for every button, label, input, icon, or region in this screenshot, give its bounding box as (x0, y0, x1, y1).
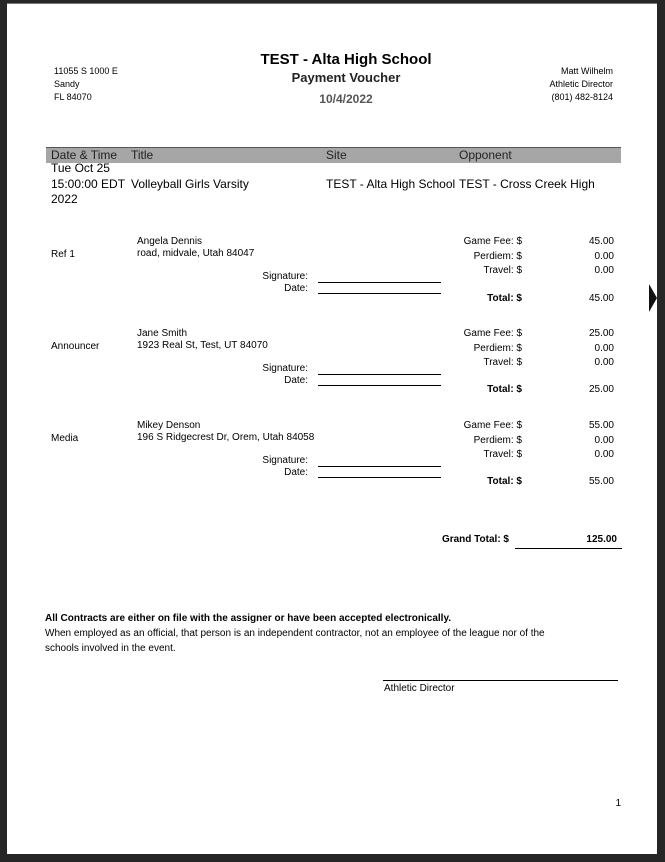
date-line (318, 477, 441, 478)
official-address: road, midvale, Utah 84047 (137, 248, 255, 259)
travel-value: 0.00 (594, 357, 614, 368)
perdiem-label: Perdiem: $ (473, 343, 522, 354)
perdiem-label: Perdiem: $ (473, 251, 522, 262)
travel-label: Travel: $ (483, 357, 522, 368)
travel-value: 0.00 (594, 449, 614, 460)
signature-label: Signature: (262, 271, 308, 282)
official-name: Angela Dennis (137, 236, 203, 247)
official-name: Jane Smith (137, 328, 188, 339)
voucher-date: 10/4/2022 (319, 92, 373, 106)
date-line (318, 385, 441, 386)
total-label: Total: $ (487, 384, 522, 395)
official-address: 196 S Ridgecrest Dr, Orem, Utah 84058 (137, 432, 315, 443)
perdiem-value: 0.00 (594, 343, 614, 354)
voucher-page (7, 3, 657, 854)
document-title: TEST - Alta High School (260, 51, 432, 68)
total-value: 25.00 (588, 384, 614, 395)
school-address-line-1: 11055 S 1000 E (54, 66, 118, 76)
total-label: Total: $ (487, 476, 522, 487)
col-site: Site (326, 148, 347, 162)
game-fee-label: Game Fee: $ (463, 236, 522, 247)
total-value: 45.00 (588, 293, 614, 304)
signature-line (318, 466, 441, 467)
school-address-line-3: FL 84070 (54, 92, 92, 102)
perdiem-value: 0.00 (594, 251, 614, 262)
grand-total-label: Grand Total: $ (441, 534, 509, 545)
col-opponent: Opponent (459, 148, 512, 162)
perdiem-value: 0.00 (594, 435, 614, 446)
contact-name: Matt Wilhelm (560, 66, 613, 76)
date-line (318, 293, 441, 294)
perdiem-label: Perdiem: $ (473, 435, 522, 446)
director-signature-line (383, 680, 618, 681)
date-label: Date: (284, 467, 308, 478)
event-title: Volleyball Girls Varsity (131, 177, 249, 191)
director-signature-label: Athletic Director (384, 683, 455, 694)
contracts-text-2: schools involved in the event. (45, 643, 176, 654)
official-name: Mikey Denson (137, 420, 201, 431)
contracts-text-1: When employed as an official, that person is an independent contractor, not an employee of the league nor of the (45, 628, 545, 639)
game-fee-value: 25.00 (588, 328, 614, 339)
game-fee-label: Game Fee: $ (463, 420, 522, 431)
page-number: 1 (615, 798, 621, 809)
contracts-heading: All Contracts are either on file with the assigner or have been accepted electronically. (45, 613, 452, 624)
date-label: Date: (284, 375, 308, 386)
event-datetime-line-2: 15:00:00 EDT (51, 177, 126, 191)
official-role: Announcer (51, 341, 100, 352)
game-fee-value: 55.00 (588, 420, 614, 431)
contact-role: Athletic Director (549, 79, 613, 89)
game-fee-value: 45.00 (588, 236, 614, 247)
game-fee-label: Game Fee: $ (463, 328, 522, 339)
school-address-line-2: Sandy (54, 79, 80, 89)
travel-label: Travel: $ (483, 449, 522, 460)
col-title: Title (131, 148, 154, 162)
event-opponent: TEST - Cross Creek High (459, 177, 595, 191)
total-label: Total: $ (487, 293, 522, 304)
signature-label: Signature: (262, 363, 308, 374)
grand-total-underline (515, 548, 622, 549)
col-datetime: Date & Time (51, 148, 118, 162)
travel-value: 0.00 (594, 265, 614, 276)
date-label: Date: (284, 283, 308, 294)
event-datetime-line-1: Tue Oct 25 (51, 161, 110, 175)
event-datetime-line-3: 2022 (51, 192, 78, 206)
total-value: 55.00 (588, 476, 614, 487)
event-site: TEST - Alta High School (326, 177, 456, 191)
document-subtitle: Payment Voucher (291, 70, 401, 85)
column-header-bar (46, 147, 621, 163)
official-role: Ref 1 (51, 249, 75, 260)
grand-total-value: 125.00 (586, 534, 617, 545)
travel-label: Travel: $ (483, 265, 522, 276)
signature-line (318, 374, 441, 375)
signature-label: Signature: (262, 455, 308, 466)
signature-line (318, 282, 441, 283)
page-edge-arrow-icon (649, 284, 657, 312)
contact-phone: (801) 482-8124 (551, 92, 613, 102)
official-address: 1923 Real St, Test, UT 84070 (137, 340, 268, 351)
official-role: Media (51, 433, 79, 444)
